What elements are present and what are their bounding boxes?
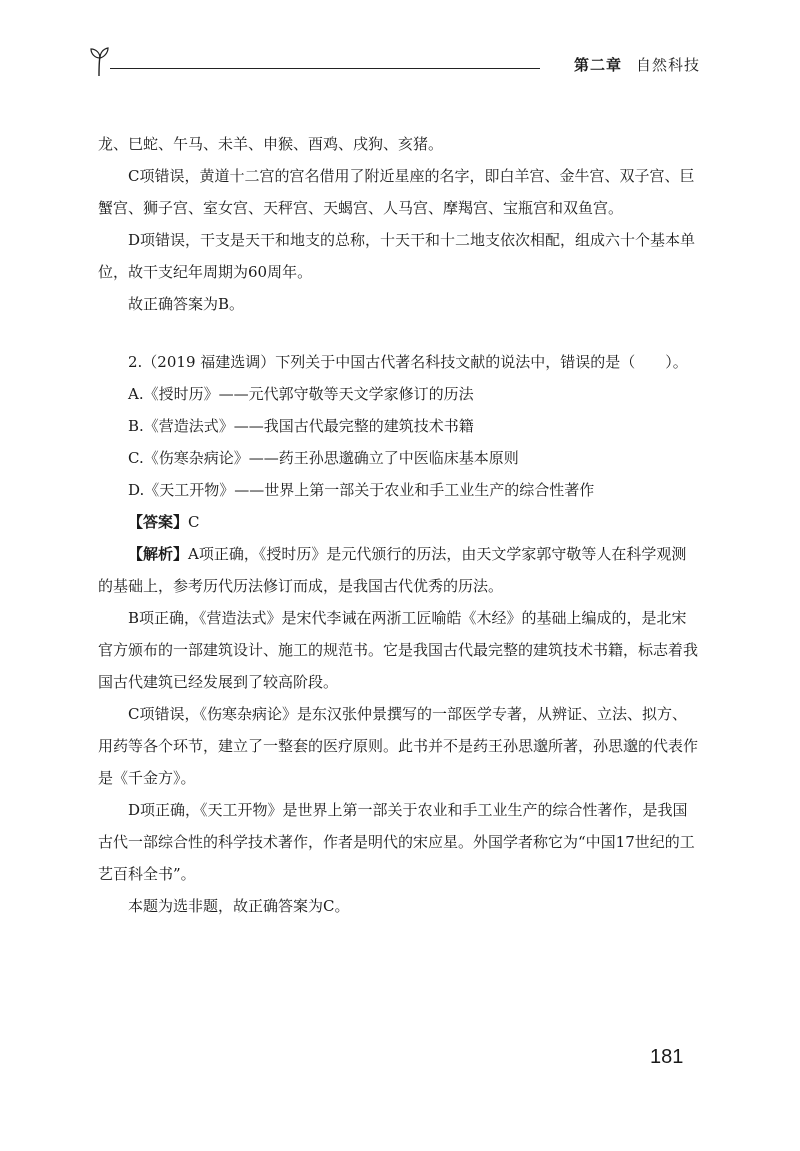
paragraph-zodiac-end: 龙、巳蛇、午马、未羊、申猴、酉鸡、戌狗、亥猪。 [98, 135, 444, 153]
paragraph-previous-answer: 故正确答案为B。 [128, 295, 245, 313]
header-rule [110, 68, 540, 69]
analysis-d: D项正确，《天工开物》是世界上第一部关于农业和手工业生产的综合性著作，是我国古代一部综合性的科学技术著作，作者是明代的宋应星。外国学者称它为“中国17世纪的工艺百科全书”。 [98, 801, 695, 883]
question-stem: 2.（2019 福建选调）下列关于中国古代著名科技文献的说法中，错误的是（ ）。 [128, 353, 688, 371]
analysis-b: B项正确，《营造法式》是宋代李诫在两浙工匠喻皓《木经》的基础上编成的，是北宋官方颁布的一部建筑设计、施工的规范书。它是我国古代最完整的建筑技术书籍，标志着我国古代建筑已经发展到了较高阶段。 [98, 609, 699, 691]
answer-value: C [188, 513, 200, 531]
analysis-c: C项错误，《伤寒杂病论》是东汉张仲景撰写的一部医学专著，从辨证、立法、拟方、用药等各个环节，建立了一整套的医疗原则。此书并不是药王孙思邈所著，孙思邈的代表作是《千金方》。 [98, 705, 699, 787]
sprout-icon [88, 46, 112, 80]
chapter-title [574, 54, 700, 75]
paragraph-option-d-previous: D项错误，干支是天干和地支的总称，十天干和十二地支依次相配，组成六十个基本单位，故干支纪年周期为60周年。 [98, 231, 696, 281]
answer-label: 【答案】 [128, 513, 189, 531]
analysis-label: 【解析】 [128, 545, 189, 563]
question-option-b: B.《营造法式》——我国古代最完整的建筑技术书籍 [128, 417, 474, 435]
conclusion: 本题为选非题，故正确答案为C。 [128, 897, 350, 915]
section-gap [98, 320, 698, 346]
page-content [98, 128, 698, 922]
question-option-c: C.《伤寒杂病论》——药王孙思邈确立了中医临床基本原则 [128, 449, 519, 467]
paragraph-option-c-previous: C项错误，黄道十二宫的宫名借用了附近星座的名字，即白羊宫、金牛宫、双子宫、巨蟹宫、狮子宫、室女宫、天秤宫、天蝎宫、人马宫、摩羯宫、宝瓶宫和双鱼宫。 [98, 167, 695, 217]
answer-line [98, 506, 698, 538]
question-option-a: A.《授时历》——元代郭守敬等天文学家修订的历法 [128, 385, 474, 403]
page-number: 181 [650, 1046, 684, 1068]
question-option-d: D.《天工开物》——世界上第一部关于农业和手工业生产的综合性著作 [128, 481, 595, 499]
analysis-a [98, 538, 698, 602]
chapter-number: 第二章 [573, 56, 622, 74]
analysis-a-text: A项正确，《授时历》是元代颁行的历法，由天文学家郭守敬等人在科学观测的基础上，参考历代历法修订而成，是我国古代优秀的历法。 [98, 545, 687, 595]
chapter-subject: 自然科技 [635, 56, 700, 74]
running-header [88, 46, 700, 86]
